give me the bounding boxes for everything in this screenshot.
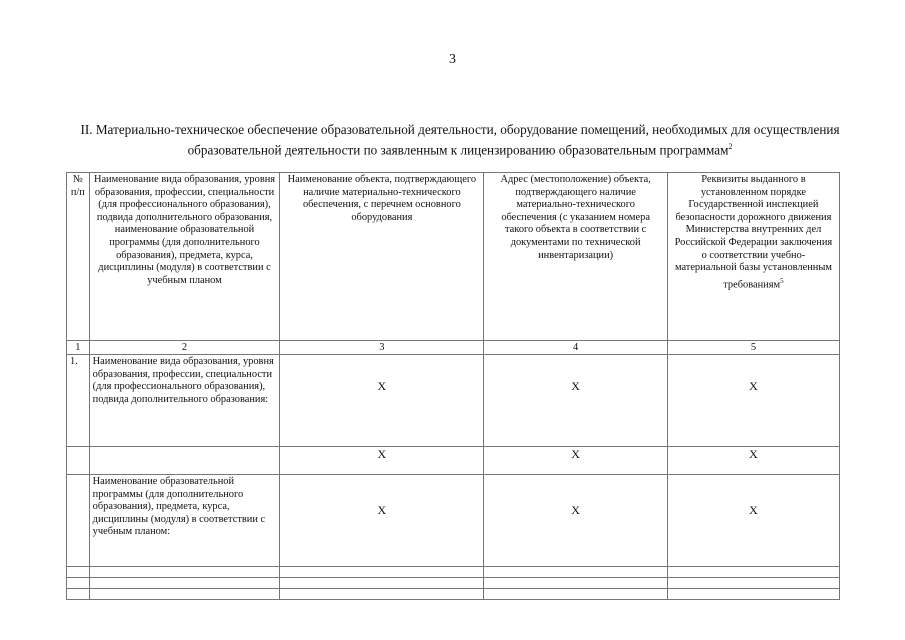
x-mark: Х (571, 379, 580, 393)
empty-cell (67, 447, 90, 475)
header-gibdd-text: Реквизиты выданного в установленном порядке Государственной инспекцией безопасности дорожного движения Министерства внутренних дел Российской Федерации заключения о соответствии учебно-материальной базы установленным требованиям (674, 174, 833, 291)
x-mark-cell (280, 475, 484, 567)
empty-cell (484, 567, 667, 578)
section-title-text: II. Материально-техническое обеспечение образовательной деятельности, оборудование помещений, необходимых для осуществления образовательной деятельности по заявленным к лицензированию образовательным программам (80, 122, 840, 158)
table-row (67, 589, 840, 600)
x-mark: Х (377, 503, 387, 517)
table-row (67, 447, 840, 475)
x-mark: Х (749, 503, 758, 517)
x-mark-cell (280, 447, 484, 475)
header-gibdd-details (667, 173, 839, 341)
section-title-footnote: 2 (728, 142, 733, 151)
header-object-name: Наименование объекта, подтверждающего наличие материально-технического обеспечения, с перечнем основного оборудования (280, 173, 484, 341)
x-mark-cell (484, 447, 667, 475)
x-mark: Х (571, 503, 580, 517)
empty-cell (667, 589, 839, 600)
x-mark-cell (667, 355, 839, 447)
x-mark-cell (484, 355, 667, 447)
empty-cell (67, 475, 90, 567)
empty-cell (280, 578, 484, 589)
column-number-row (67, 341, 840, 355)
empty-cell (89, 589, 280, 600)
page-number: 3 (449, 52, 456, 67)
row-number: 1. (67, 355, 90, 447)
column-number: 4 (484, 341, 667, 355)
column-number: 3 (280, 341, 484, 355)
section-title (60, 121, 860, 158)
x-mark: Х (571, 447, 580, 461)
x-mark: Х (377, 379, 387, 393)
column-number: 2 (89, 341, 280, 355)
empty-cell (89, 578, 280, 589)
column-number: 1 (67, 341, 90, 355)
column-number: 5 (667, 341, 839, 355)
table-row (67, 355, 840, 447)
x-mark: Х (749, 379, 758, 393)
header-address: Адрес (местоположение) объекта, подтверждающего наличие материально-технического обеспечения (с указанием номера такого объекта в соответствии с документами по технической инвентаризации) (484, 173, 667, 341)
empty-cell (280, 567, 484, 578)
empty-cell (89, 567, 280, 578)
header-num: № п/п (67, 173, 90, 341)
x-mark-cell (484, 475, 667, 567)
header-program-name: Наименование вида образования, уровня образования, профессии, специальности (для профессионального образования), подвида дополнительного образования, наименование образовательной программы (для дополнительного образования), предмета, курса, дисциплины (модуля) в соответствии с учебным планом (89, 173, 280, 341)
table-row (67, 578, 840, 589)
x-mark: Х (377, 447, 387, 461)
table-row (67, 567, 840, 578)
empty-cell (667, 567, 839, 578)
empty-cell (67, 567, 90, 578)
empty-cell (484, 578, 667, 589)
x-mark-cell (667, 447, 839, 475)
empty-cell (89, 447, 280, 475)
x-mark-cell (280, 355, 484, 447)
empty-cell (67, 589, 90, 600)
equipment-table (66, 172, 840, 600)
empty-cell (67, 578, 90, 589)
x-mark: Х (749, 447, 758, 461)
empty-cell (280, 589, 484, 600)
program-name-cell: Наименование образовательной программы (для дополнительного образования), предмета, курса, дисциплины (модуля) в соответствии с учебным планом: (89, 475, 280, 567)
table-row (67, 475, 840, 567)
table-header-row (67, 173, 840, 341)
empty-cell (484, 589, 667, 600)
x-mark-cell (667, 475, 839, 567)
header-gibdd-footnote: 5 (780, 276, 784, 285)
empty-cell (667, 578, 839, 589)
education-type-cell: Наименование вида образования, уровня образования, профессии, специальности (для профессионального образования), подвида дополнительного образования: (89, 355, 280, 447)
